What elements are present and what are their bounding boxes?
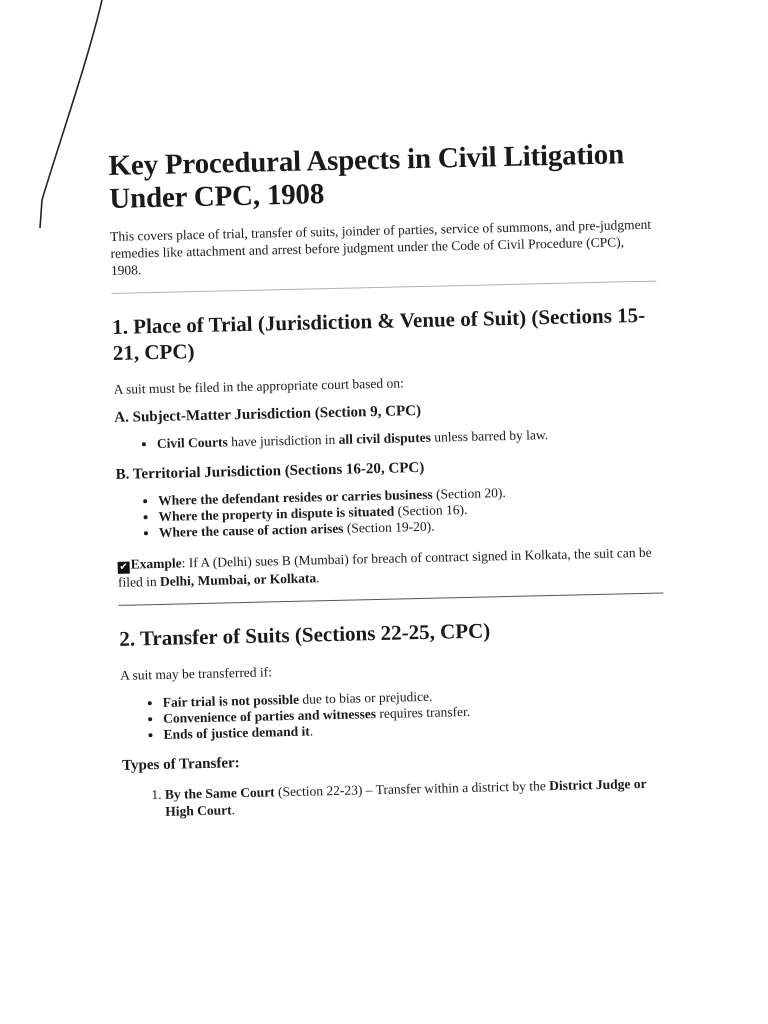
list-item: • Ends of justice demand it.	[163, 715, 666, 742]
pen-stroke-mark	[0, 0, 120, 240]
section-2-heading: 2. Transfer of Suits (Sections 22-25, CPC)	[119, 618, 491, 651]
list-item: • Convenience of parties and witnesses requires transfer.	[163, 699, 666, 726]
list-item: • Civil Courts have jurisdiction in all civil disputes unless barred by law.	[157, 425, 660, 452]
checkmark-icon: ✔	[119, 561, 129, 573]
subsection-a-list	[115, 425, 660, 453]
section-divider	[111, 281, 656, 294]
document-title: Key Procedural Aspects in Civil Litigation Under CPC, 1908	[108, 138, 625, 215]
document-content	[108, 128, 668, 821]
list-item: 1. By the Same Court (Section 22-23) – Transfer within a district by the District Judge or High Court.	[165, 774, 669, 819]
section-2-list	[121, 683, 667, 743]
subsection-a-heading: A. Subject-Matter Jurisdiction (Section 9, CPC)	[114, 402, 422, 426]
document-intro: This covers place of trial, transfer of suits, joinder of parties, service of summons, and pre-judgment remedies like attachment and arrest before judgment under the Code of Civil Procedure (CPC), 1908.	[110, 216, 652, 278]
section-1-heading: 1. Place of Trial (Jurisdiction & Venue of Suit) (Sections 15-21, CPC)	[111, 302, 646, 365]
section-2-lead: A suit may be transferred if:	[119, 664, 273, 683]
example-paragraph: ✔ Example: If A (Delhi) sues B (Mumbai) for breach of contract signed in Kolkata, the suit can be filed in Delhi, Mumbai, or Kolkata.	[117, 544, 652, 590]
list-item: • Fair trial is not possible due to bias or prejudice.	[163, 683, 666, 710]
list-item: • Where the cause of action arises (Section 19-20).	[159, 514, 662, 541]
types-of-transfer-heading: Types of Transfer:	[122, 755, 240, 774]
section-divider	[119, 593, 664, 606]
list-item: • Where the defendant resides or carries business (Section 20).	[158, 482, 661, 509]
section-1-lead: A suit must be filed in the appropriate court based on:	[113, 375, 404, 397]
subsection-b-heading: B. Territorial Jurisdiction (Sections 16-20, CPC)	[115, 459, 425, 483]
list-item: • Where the property in dispute is situated (Section 16).	[158, 498, 661, 525]
types-of-transfer-list	[123, 774, 669, 820]
subsection-b-list	[116, 482, 662, 542]
